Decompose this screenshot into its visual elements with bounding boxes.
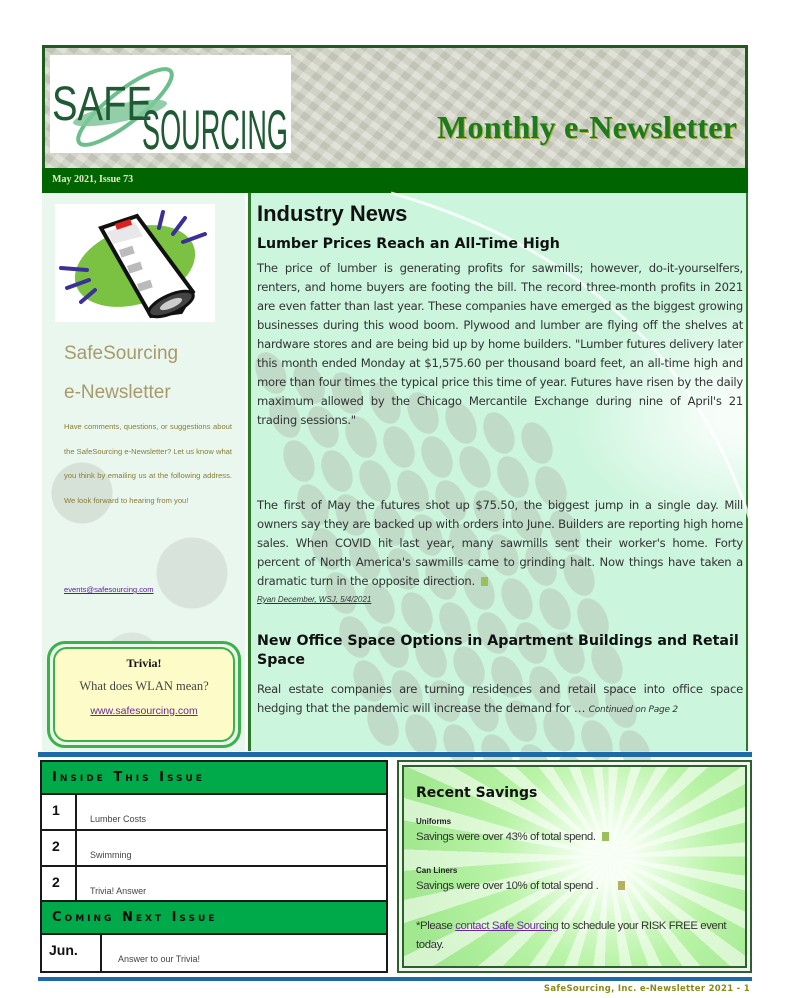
background-dot: [277, 435, 321, 487]
next-item-label: Answer to our Trivia!: [118, 954, 201, 964]
continued-link[interactable]: Continued on Page 2: [588, 705, 678, 715]
toc-heading: [42, 762, 386, 795]
article-paragraph: The price of lumber is generating profits for sawmills; however, do-it-yourselfers, renters, and home buyers are footing the bill. The record three-month profits in 2021 are even fatter than last year. These companies have emerged as the biggest growing businesses during this wood boom. Plywood and lumber are flying off the shelves at hardware stores and are being bid up by home builders. "Lumber futures delivery later this month ended Monday at $1,575.60 per thousand board feet, an all-time high and more than four times the typical price this time of year. Futures have risen by the daily maximum allowed by the Chicago Mercantile Exchange during nine of April's 21 trading sessions.": [257, 261, 743, 427]
svg-text:SOURCING: SOURCING: [142, 98, 288, 161]
background-dot: [453, 441, 497, 493]
savings-category: Can Liners: [416, 866, 458, 875]
toc-row[interactable]: [42, 795, 386, 831]
article-paragraph-text: The first of May the futures shot up $75.50, the biggest jump in a single day. Mill owners say they are backed up with orders into June. Builders are reporting high home sales. When COVID hit last year, many sawmills sent their worker's home. Forty percent of North America's sawmills came to grinding halt. Now things have taken a dramatic turn in the opposite direction.: [257, 498, 743, 588]
safesourcing-logo: [50, 55, 291, 161]
sidebar-title-line2: e-Newsletter: [64, 382, 171, 403]
inside-this-issue-table: [40, 760, 388, 973]
issue-bar: [42, 168, 748, 193]
article-paragraph: [257, 680, 743, 720]
coming-next-row: [42, 935, 386, 971]
article-source: Ryan December, WSJ, 5/4/2021: [257, 595, 372, 604]
savings-text-value: Savings were over 10% of total spend .: [416, 880, 599, 892]
cta-suffix: to schedule your RISK FREE event today.: [416, 920, 727, 951]
sidebar-title-line1: SafeSourcing: [64, 343, 179, 364]
savings-category: Uniforms: [416, 817, 452, 826]
savings-title: Recent Savings: [416, 785, 538, 801]
end-mark-icon: [618, 881, 625, 890]
recent-savings-inner: [402, 765, 747, 968]
section-heading: Industry News: [257, 201, 408, 226]
page-footer: SafeSourcing, Inc. e-Newsletter 2021 - 1: [543, 984, 750, 994]
toc-page-number: 2: [52, 838, 60, 854]
trivia-question: What does WLAN mean?: [79, 679, 209, 693]
toc-page-cell: [42, 867, 77, 900]
savings-cta: [416, 917, 734, 955]
trivia-box: [47, 641, 241, 748]
industry-news-section: [248, 193, 748, 751]
newspaper-clipart-icon: [55, 204, 215, 322]
toc-item-label: Trivia! Answer: [90, 886, 147, 896]
coming-next-heading: [42, 902, 386, 935]
coming-next-heading-text: Coming Next Issue: [52, 910, 218, 925]
toc-page-cell: [42, 831, 77, 865]
masthead: [42, 45, 748, 168]
background-dot: [315, 445, 359, 497]
toc-page-cell: [42, 795, 77, 829]
end-mark-icon: [481, 577, 488, 586]
issue-date: May 2021, Issue 73: [52, 174, 134, 185]
logo-graphic: [50, 55, 291, 161]
contact-safesourcing-link[interactable]: contact Safe Sourcing: [455, 920, 559, 932]
toc-item-label: Swimming: [90, 850, 132, 860]
savings-text: [416, 880, 625, 892]
newsletter-title: Monthly e-Newsletter: [437, 109, 737, 145]
background-dot: [415, 431, 459, 483]
article-title: Lumber Prices Reach an All-Time High: [257, 236, 560, 252]
toc-heading-text: Inside This Issue: [52, 770, 205, 785]
toc-item-label: Lumber Costs: [90, 814, 147, 824]
article-title: New Office Space Options in Apartment Buildings and Retail Space: [257, 633, 739, 668]
savings-text-value: Savings were over 43% of total spend.: [416, 831, 596, 843]
article-teaser: Real estate companies are turning residences and retail space into office space hedging that the pandemic will increase the demand for …: [257, 682, 743, 715]
svg-text:SAFE: SAFE: [52, 76, 152, 131]
recent-savings-box: [397, 760, 752, 973]
toc-row[interactable]: [42, 867, 386, 902]
trivia-title: Trivia!: [126, 656, 162, 670]
article-paragraph: [257, 496, 743, 591]
footer-divider: [38, 977, 752, 981]
divider: [38, 752, 752, 757]
contact-email-link[interactable]: events@safesourcing.com: [64, 585, 154, 594]
sidebar-body: Have comments, questions, or suggestions about the SafeSourcing e-Newsletter? Let us know what you think by emailing us at the following address. We look forward to hearing from you!: [64, 422, 232, 505]
toc-page-number: 1: [52, 802, 60, 818]
cta-prefix: *Please: [416, 920, 456, 932]
savings-text: [416, 831, 609, 843]
next-month: Jun.: [49, 942, 78, 958]
website-link[interactable]: www.safesourcing.com: [90, 705, 198, 717]
toc-page-number: 2: [52, 874, 60, 890]
next-month-cell: [42, 935, 102, 971]
trivia-inner: [53, 647, 235, 742]
end-mark-icon: [602, 832, 609, 841]
toc-row[interactable]: [42, 831, 386, 867]
